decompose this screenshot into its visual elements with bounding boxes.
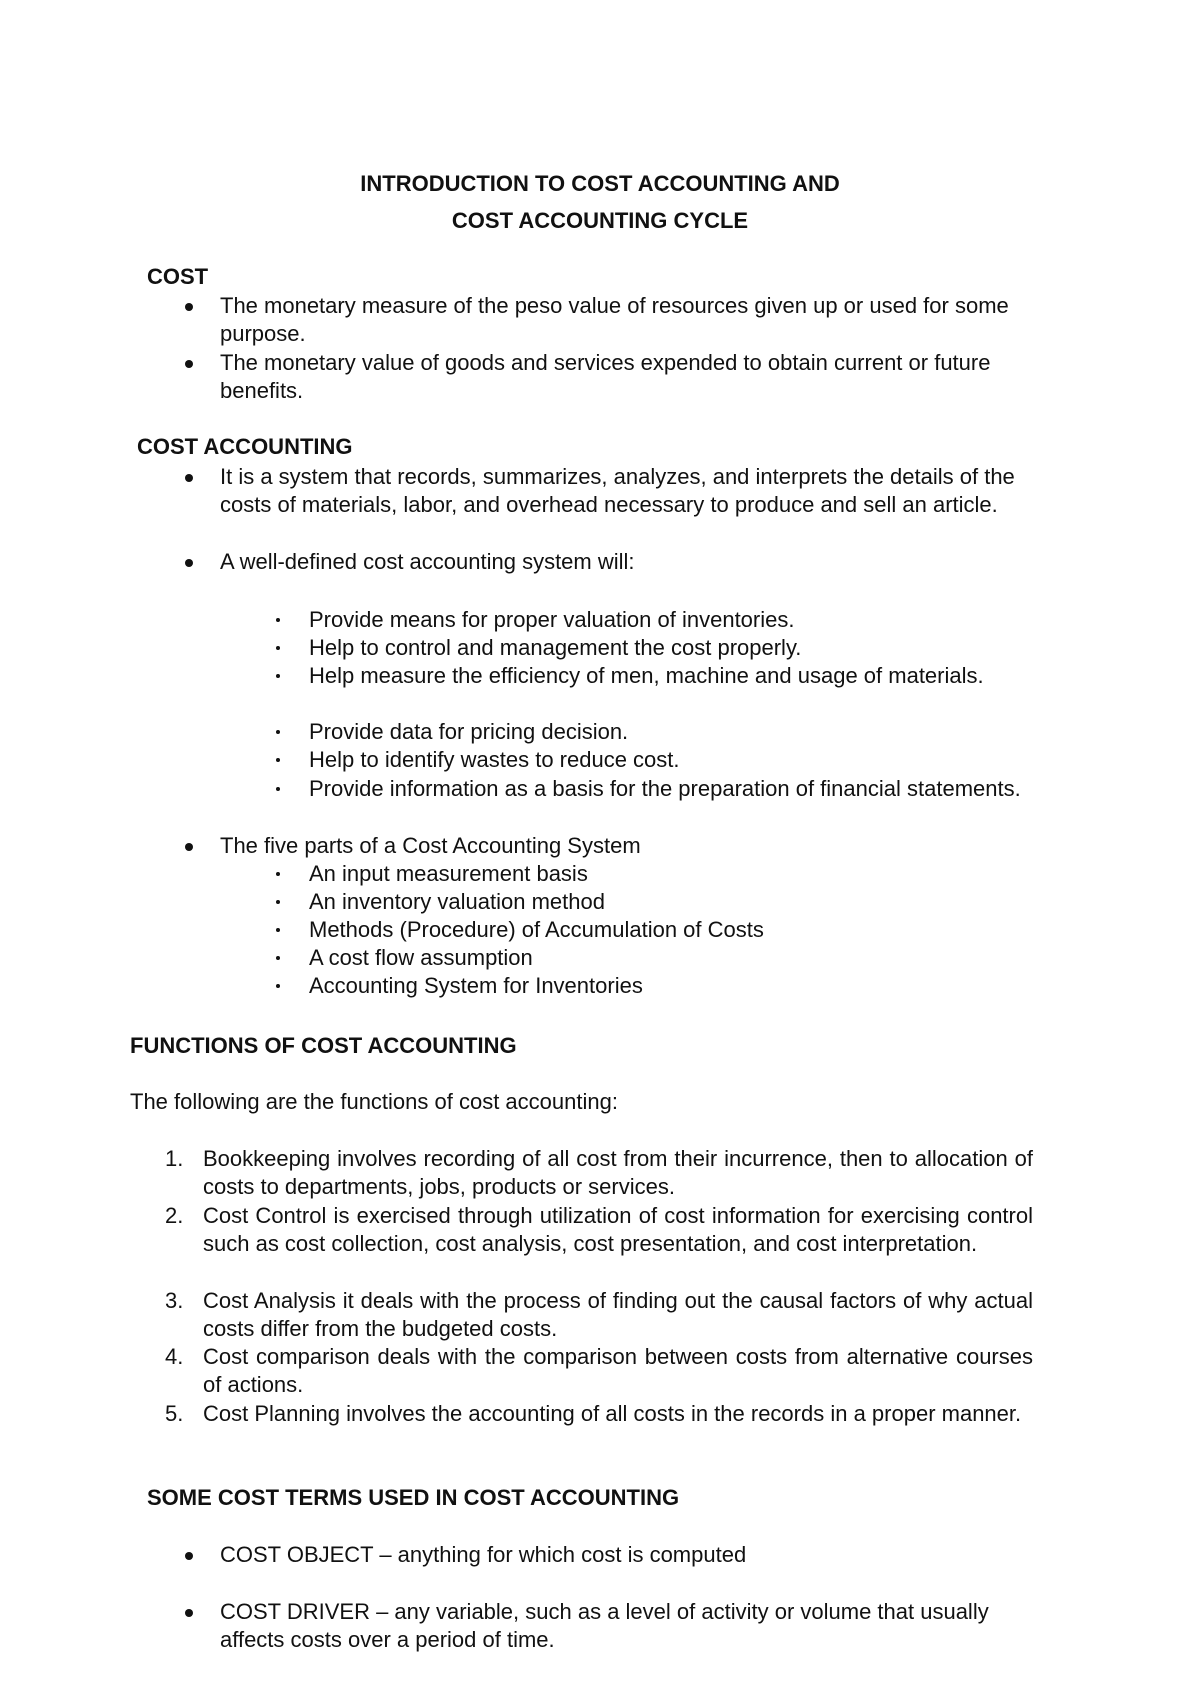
five-parts-item-1-text: An input measurement basis [309, 861, 588, 886]
cost-heading: COST [147, 264, 209, 289]
system-will-item-2-text: Help to control and management the cost properly. [309, 635, 802, 660]
five-parts-item-4-text: A cost flow assumption [309, 945, 533, 970]
functions-item-4-number: 4. [165, 1344, 184, 1369]
bullet-dot-icon [185, 474, 193, 482]
functions-item-2-number: 2. [165, 1203, 184, 1228]
terms-bullet-1-text: COST OBJECT – anything for which cost is computed [220, 1542, 747, 1567]
bullet-dot-icon [185, 1609, 193, 1617]
small-bullet-icon [276, 674, 280, 678]
document-title-line2: COST ACCOUNTING CYCLE [451, 208, 749, 233]
five-parts-item-5-text: Accounting System for Inventories [309, 973, 643, 998]
functions-item-3-text: Cost Analysis it deals with the process of finding out the causal factors of why actual costs differ from the budgeted costs. [203, 1288, 1033, 1341]
small-bullet-icon [276, 900, 280, 904]
functions-item-3-number: 3. [165, 1288, 184, 1313]
bullet-dot-icon [185, 559, 193, 567]
functions-item-1-number: 1. [165, 1146, 184, 1171]
five-parts-item-3-text: Methods (Procedure) of Accumulation of Costs [309, 917, 764, 942]
functions-item-1-text: Bookkeeping involves recording of all cost from their incurrence, then to allocation of costs to departments, jobs, products or services. [203, 1146, 1033, 1199]
small-bullet-icon [276, 787, 280, 791]
small-bullet-icon [276, 928, 280, 932]
cost-accounting-bullet-1-text: It is a system that records, summarizes, analyzes, and interprets the details of the costs of materials, labor, and overhead necessary to produce and sell an article. [220, 464, 1015, 517]
cost-bullet-2-text: The monetary value of goods and services expended to obtain current or future benefits. [220, 350, 991, 403]
cost-accounting-bullet-3-text: The five parts of a Cost Accounting System [220, 833, 641, 858]
small-bullet-icon [276, 872, 280, 876]
terms-heading: SOME COST TERMS USED IN COST ACCOUNTING [147, 1485, 680, 1510]
five-parts-item-2-text: An inventory valuation method [309, 889, 605, 914]
functions-heading: FUNCTIONS OF COST ACCOUNTING [130, 1033, 517, 1058]
bullet-dot-icon [185, 843, 193, 851]
small-bullet-icon [276, 956, 280, 960]
cost-accounting-bullet-2-text: A well-defined cost accounting system will: [220, 549, 635, 574]
system-will-item-6-text: Provide information as a basis for the preparation of financial statements. [309, 776, 1021, 801]
functions-item-5-text: Cost Planning involves the accounting of all costs in the records in a proper manner. [203, 1401, 1022, 1426]
functions-item-2-text: Cost Control is exercised through utilization of cost information for exercising control such as cost collection, cost analysis, cost presentation, and cost interpretation. [203, 1203, 1033, 1256]
document-title-line1: INTRODUCTION TO COST ACCOUNTING AND [360, 171, 840, 196]
cost-accounting-heading: COST ACCOUNTING [137, 434, 353, 459]
system-will-item-4-text: Provide data for pricing decision. [309, 719, 629, 744]
functions-intro: The following are the functions of cost accounting: [130, 1089, 618, 1114]
system-will-item-1-text: Provide means for proper valuation of inventories. [309, 607, 795, 632]
terms-bullet-2-text: COST DRIVER – any variable, such as a level of activity or volume that usually affects costs over a period of time. [220, 1599, 989, 1652]
small-bullet-icon [276, 646, 280, 650]
bullet-dot-icon [185, 360, 193, 368]
functions-item-4-text: Cost comparison deals with the comparison between costs from alternative courses of actions. [203, 1344, 1033, 1397]
functions-item-5-number: 5. [165, 1401, 184, 1426]
small-bullet-icon [276, 984, 280, 988]
system-will-item-5-text: Help to identify wastes to reduce cost. [309, 747, 680, 772]
small-bullet-icon [276, 618, 280, 622]
small-bullet-icon [276, 730, 280, 734]
bullet-dot-icon [185, 1552, 193, 1560]
system-will-item-3-text: Help measure the efficiency of men, machine and usage of materials. [309, 663, 984, 688]
small-bullet-icon [276, 758, 280, 762]
cost-bullet-1-text: The monetary measure of the peso value of resources given up or used for some purpose. [220, 293, 1009, 346]
bullet-dot-icon [185, 303, 193, 311]
